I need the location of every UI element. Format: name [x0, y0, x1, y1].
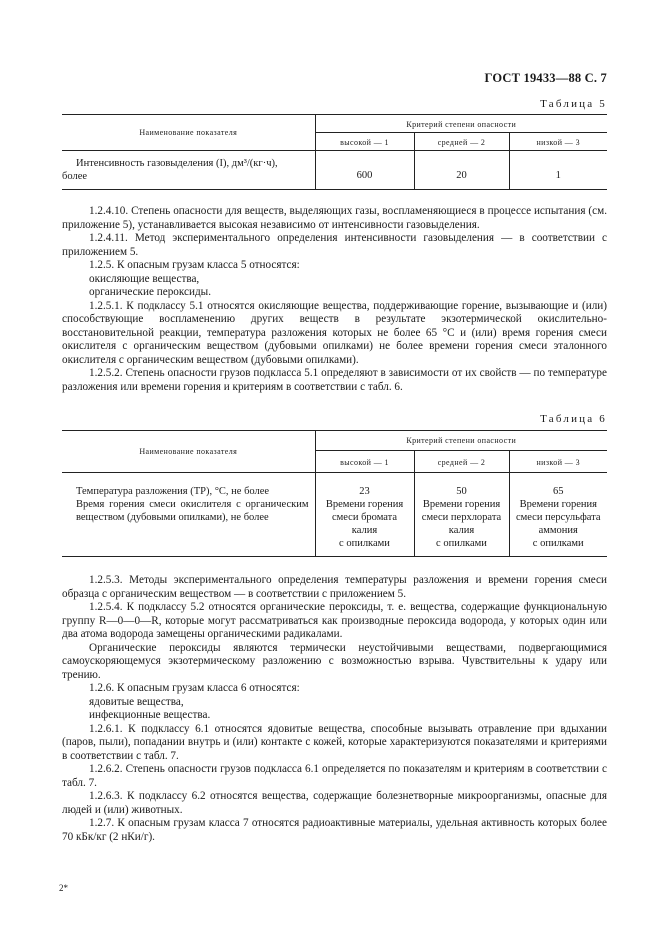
table5-level-low: низкой — 3	[509, 133, 607, 151]
table5-value-low: 1	[509, 151, 607, 190]
page-header: ГОСТ 19433—88 С. 7	[484, 71, 607, 85]
table6-row2-low-line4: с опилками	[532, 538, 584, 549]
table6-row2-high-line3: калия	[351, 525, 378, 536]
table5-value-high: 600	[315, 151, 414, 190]
paragraph-1-2-6-2: 1.2.6.2. Степень опасности грузов подкласса 6.1 определяется по показателям и критериям в соответствии с табл. 7.	[62, 763, 607, 789]
table5-value-medium: 20	[414, 151, 509, 190]
table6-row2-high-line1: Времени горения	[325, 499, 404, 510]
table6-row2-low-line2: смеси персульфата	[515, 512, 601, 523]
paragraph-1-2-5-2: 1.2.5.2. Степень опасности грузов подкласса 5.1 определяют в зависимости от их свойств — по температуре разложения или времени горения и критериям в соответствии с табл. 6.	[62, 367, 607, 393]
paragraph-1-2-7: 1.2.7. К опасным грузам класса 7 относятся радиоактивные материалы, удельная активность которых более 70 кБк/кг (2 нКи/г).	[62, 817, 607, 843]
paragraph-1-2-5-4: 1.2.5.4. К подклассу 5.2 относятся органические пероксиды, т. е. вещества, содержащие функциональную группу R—0—0—R, которые могут рассматриваться как производные пероксида водорода, у которых один или два атома водорода замещены органическими радикалами.	[62, 601, 607, 640]
paragraph-1-2-5-1: 1.2.5.1. К подклассу 5.1 относятся окисляющие вещества, поддерживающие горение, вызывающие и (или) способствующие воспламенению других веществ в результате экзотермической окислительно-восстановительной реакции, температура разложения которых не более 65 °С и (или) время горения смеси окислителя с органическим веществом (дубовыми опилками) не более времени горения смеси эталонного окислителя с органическим веществом (дубовыми опилками).	[62, 299, 607, 366]
table5-level-medium: средней — 2	[414, 133, 509, 151]
table-5	[62, 114, 607, 190]
table6-level-medium: средней — 2	[414, 451, 509, 473]
table6-row1-value-high: 23	[315, 473, 414, 499]
paragraph-1-2-6-3: 1.2.6.3. К подклассу 6.2 относятся вещества, содержащие болезнетворные микроорганизмы, опасные для людей и (или) животных.	[62, 790, 607, 816]
table5-row-label-line2: более	[62, 171, 88, 182]
list-item-infectious: инфекционные вещества.	[89, 709, 211, 721]
table5-row-label-line1: Интенсивность газовыделения (I), дм³/(кг·ч),	[76, 158, 278, 169]
table6-row2-value-low	[509, 498, 607, 556]
table6-header-criteria: Критерий степени опасности	[315, 431, 607, 451]
paragraph-1-2-4-11: 1.2.4.11. Метод экспериментального определения интенсивности газовыделения — в соответствии с приложением 5.	[62, 232, 607, 258]
list-item-oxidizers: окисляющие вещества,	[89, 272, 200, 285]
paragraph-1-2-6: 1.2.6. К опасным грузам класса 6 относятся:	[89, 682, 300, 694]
table6-row2-high-line4: с опилками	[339, 538, 390, 549]
table6-header-name: Наименование показателя	[62, 431, 315, 473]
paragraph-1-2-4-10: 1.2.4.10. Степень опасности для веществ, выделяющих газы, воспламеняющиеся в процессе испытания (см. приложение 5), устанавливается высокая независимо от интенсивности газовыделения.	[62, 205, 607, 231]
table6-row2-medium-line1: Времени горения	[422, 499, 501, 510]
table6-row2-medium-line4: с опилками	[436, 538, 487, 549]
table6-row1-value-low: 65	[509, 473, 607, 499]
body-text-a	[62, 205, 607, 394]
table6-row2-value-medium	[414, 498, 509, 556]
table6-row2-high-line2: смеси бромата	[331, 512, 398, 523]
table6-row1-label: Температура разложения (ТР), °С, не более	[76, 486, 270, 497]
paragraph-peroxides-note: Органические пероксиды являются термически неустойчивыми веществами, подвергающимися самоускоряющемуся экзотермическому разложению с возможностью взрыва. Чувствительны к удару или трению.	[62, 641, 607, 681]
table6-row2-low-line3: аммония	[538, 525, 578, 536]
footer-signature-mark: 2*	[59, 883, 68, 893]
table6-row1-value-medium: 50	[414, 473, 509, 499]
table6-row2-medium-line2: смеси перхлората	[421, 512, 502, 523]
table5-header-criteria: Критерий степени опасности	[315, 115, 607, 133]
body-text-b	[62, 574, 607, 844]
table6-caption: Таблица 6	[540, 413, 607, 425]
table6-row2-low-line1: Времени горения	[519, 499, 597, 510]
table-6	[62, 430, 607, 557]
list-item-peroxides: органические пероксиды.	[89, 286, 211, 298]
table5-row-label	[62, 151, 315, 190]
table6-level-high: высокой — 1	[315, 451, 414, 473]
table6-row2-value-high	[315, 498, 414, 556]
table5-caption: Таблица 5	[540, 98, 607, 110]
list-item-toxic: ядовитые вещества,	[89, 695, 184, 708]
table6-row2-medium-line3: калия	[448, 525, 475, 536]
table6-row2-label: Время горения смеси окислителя с органическим веществом (дубовыми опилками), не более	[62, 498, 315, 556]
paragraph-1-2-6-1: 1.2.6.1. К подклассу 6.1 относятся ядовитые вещества, способные вызывать отравление при вдыхании (паров, пыли), попадании внутрь и (или) контакте с кожей, которые характеризуются показателями и критериями в соответствии с табл. 7.	[62, 722, 607, 762]
table5-level-high: высокой — 1	[315, 133, 414, 151]
table5-header-name: Наименование показателя	[62, 115, 315, 151]
paragraph-1-2-5: 1.2.5. К опасным грузам класса 5 относятся:	[89, 259, 300, 271]
table6-level-low: низкой — 3	[509, 451, 607, 473]
paragraph-1-2-5-3: 1.2.5.3. Методы экспериментального определения температуры разложения и времени горения смеси образца с органическим веществом — в соответствии с приложением 5.	[62, 574, 607, 600]
